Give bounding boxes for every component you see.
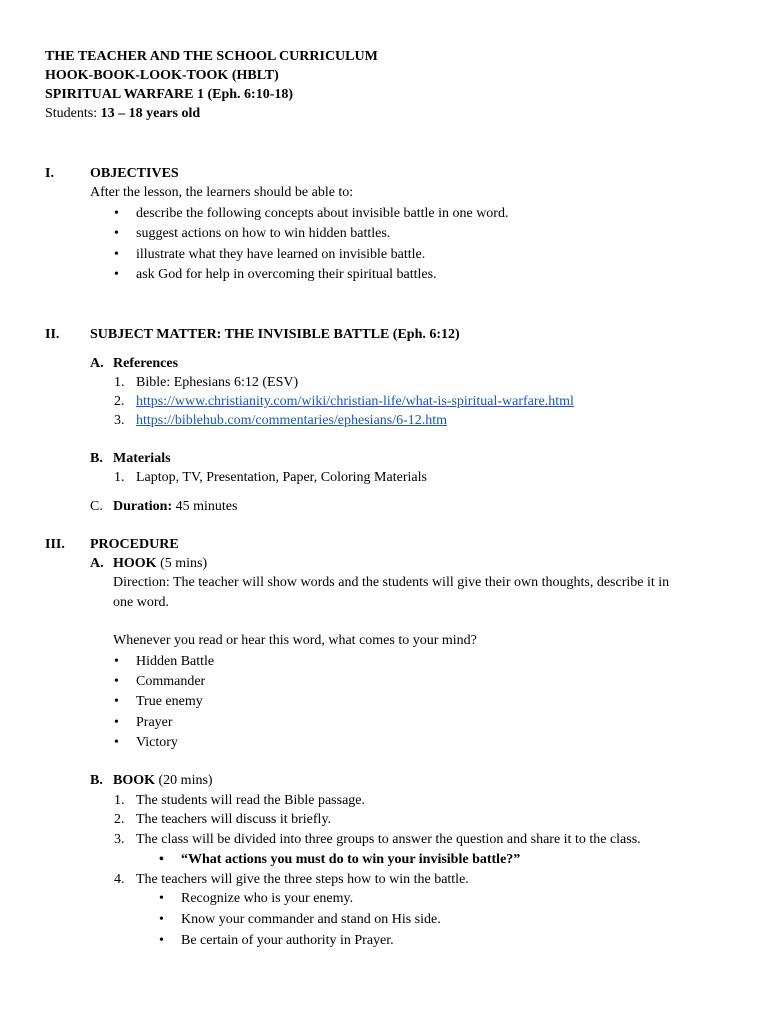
doc-title: THE TEACHER AND THE SCHOOL CURRICULUM	[45, 49, 378, 64]
reference-item: 3. https://biblehub.com/commentaries/ephesians/6-12.htm	[114, 413, 448, 428]
objectives-intro: After the lesson, the learners should be able to:	[90, 185, 354, 200]
hook-direction-line1: Direction: The teacher will show words and the students will give their own thoughts, describe it in	[113, 575, 670, 590]
objective-item: • ask God for help in overcoming their spiritual battles.	[136, 266, 437, 283]
battle-step: • Know your commander and stand on His side.	[181, 911, 441, 928]
section-procedure-heading: III. PROCEDURE	[45, 537, 179, 552]
book-step: 1. The students will read the Bible passage.	[114, 793, 365, 808]
book-question: • “What actions you must do to win your invisible battle?”	[181, 851, 520, 868]
book-step: 4. The teachers will give the three steps how to win the battle.	[114, 872, 469, 887]
references-heading: A. References	[90, 356, 179, 371]
objective-item: • suggest actions on how to win hidden battles.	[136, 225, 390, 242]
reference-item: 2. https://www.christianity.com/wiki/christian-life/what-is-spiritual-warfare.html	[114, 394, 574, 409]
reference-link[interactable]: https://biblehub.com/commentaries/ephesians/6-12.htm	[136, 413, 448, 428]
hook-word: • Victory	[136, 734, 178, 751]
lesson-title: SPIRITUAL WARFARE 1 (Eph. 6:10-18)	[45, 87, 294, 102]
students-line: Students: 13 – 18 years old	[45, 106, 201, 121]
section-objectives-heading: I. OBJECTIVES	[45, 166, 179, 181]
objective-item: • illustrate what they have learned on invisible battle.	[136, 246, 425, 263]
materials-heading: B. Materials	[90, 451, 171, 466]
hook-word: • Hidden Battle	[136, 653, 214, 670]
reference-item: 1. Bible: Ephesians 6:12 (ESV)	[114, 375, 299, 390]
hook-word: • True enemy	[136, 693, 203, 710]
book-step: 3. The class will be divided into three groups to answer the question and share it to the class.	[114, 832, 641, 847]
hook-word: • Prayer	[136, 714, 173, 731]
duration-line: C. Duration: 45 minutes	[90, 499, 238, 514]
doc-subtitle: HOOK-BOOK-LOOK-TOOK (HBLT)	[45, 68, 279, 83]
hook-word: • Commander	[136, 673, 205, 690]
hook-heading: A. HOOK (5 mins)	[90, 556, 208, 571]
hook-question: Whenever you read or hear this word, what comes to your mind?	[113, 633, 477, 648]
objective-item: • describe the following concepts about invisible battle in one word.	[136, 205, 508, 222]
battle-step: • Be certain of your authority in Prayer.	[181, 932, 394, 949]
hook-direction-line2: one word.	[113, 595, 169, 610]
book-step: 2. The teachers will discuss it briefly.	[114, 812, 332, 827]
book-heading: B. BOOK (20 mins)	[90, 773, 213, 788]
reference-link[interactable]: https://www.christianity.com/wiki/christian-life/what-is-spiritual-warfare.html	[136, 394, 574, 409]
section-subject-heading: II. SUBJECT MATTER: THE INVISIBLE BATTLE (Eph. 6:12)	[45, 327, 460, 342]
battle-step: • Recognize who is your enemy.	[181, 890, 353, 907]
materials-item: 1. Laptop, TV, Presentation, Paper, Coloring Materials	[114, 470, 427, 485]
